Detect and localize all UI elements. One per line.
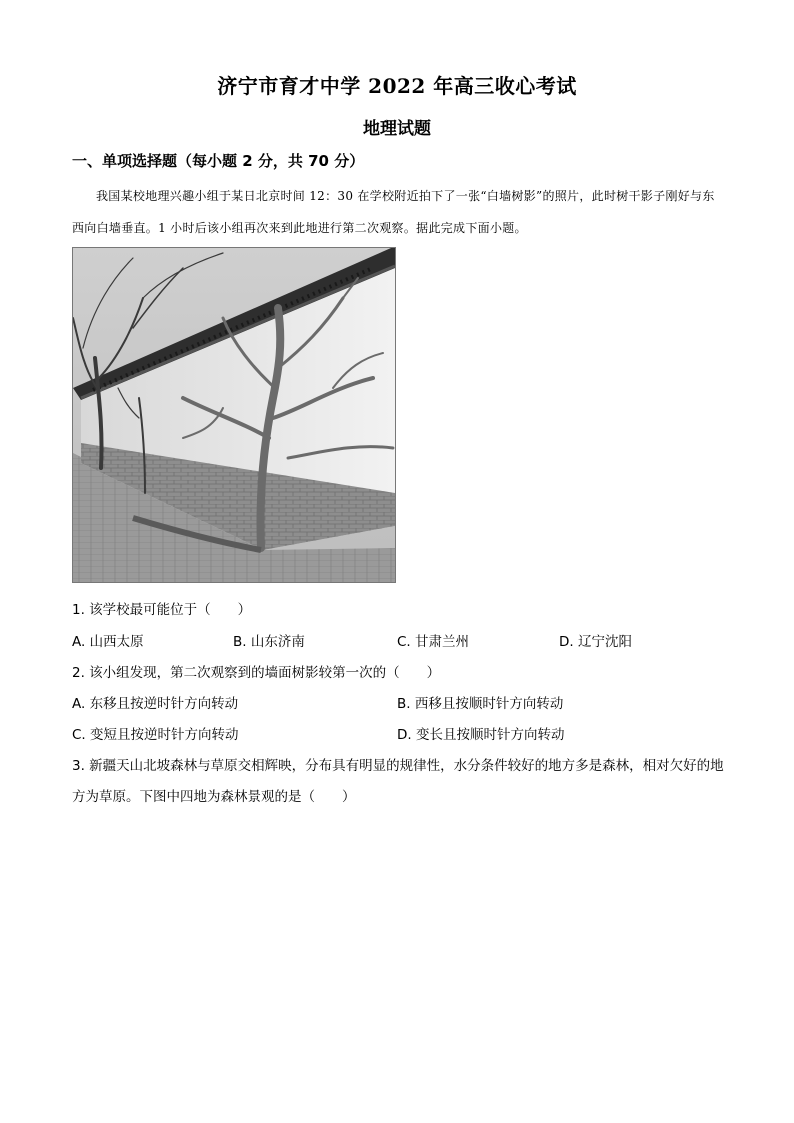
question-1-option-c: C. 甘肃兰州 [397, 634, 470, 650]
question-3-stem: 3. 新疆天山北坡森林与草原交相辉映，分布具有明显的规律性，水分条件较好的地方多是森林，相对欠好的地方为草原。下图中四地为森林景观的是（ ） [72, 758, 724, 805]
section-heading: 一、单项选择题（每小题 2 分，共 70 分） [72, 152, 365, 170]
section-intro: 我国某校地理兴趣小组于某日北京时间 12：30 在学校附近拍下了一张“白墙树影”的照片，此时树干影子刚好与东西向白墙垂直。1 小时后该小组再次来到此地进行第二次观察。据此完成下面小题。 [72, 189, 715, 235]
question-2-option-c: C. 变短且按逆时针方向转动 [72, 727, 239, 743]
question-2-option-b: B. 西移且按顺时针方向转动 [397, 696, 564, 712]
question-2-option-a: A. 东移且按逆时针方向转动 [72, 696, 239, 712]
exam-subtitle: 地理试题 [363, 119, 431, 139]
question-1-option-b: B. 山东济南 [233, 634, 305, 650]
wall-tree-shadow-photo [72, 247, 396, 583]
question-1-option-a: A. 山西太原 [72, 634, 144, 650]
question-1-option-d: D. 辽宁沈阳 [559, 634, 632, 650]
exam-title: 济宁市育才中学 2022 年高三收心考试 [217, 74, 577, 98]
question-1-stem: 1. 该学校最可能位于（ ） [72, 602, 252, 618]
question-2-option-d: D. 变长且按顺时针方向转动 [397, 727, 565, 743]
question-2-stem: 2. 该小组发现，第二次观察到的墙面树影较第一次的（ ） [72, 665, 441, 681]
